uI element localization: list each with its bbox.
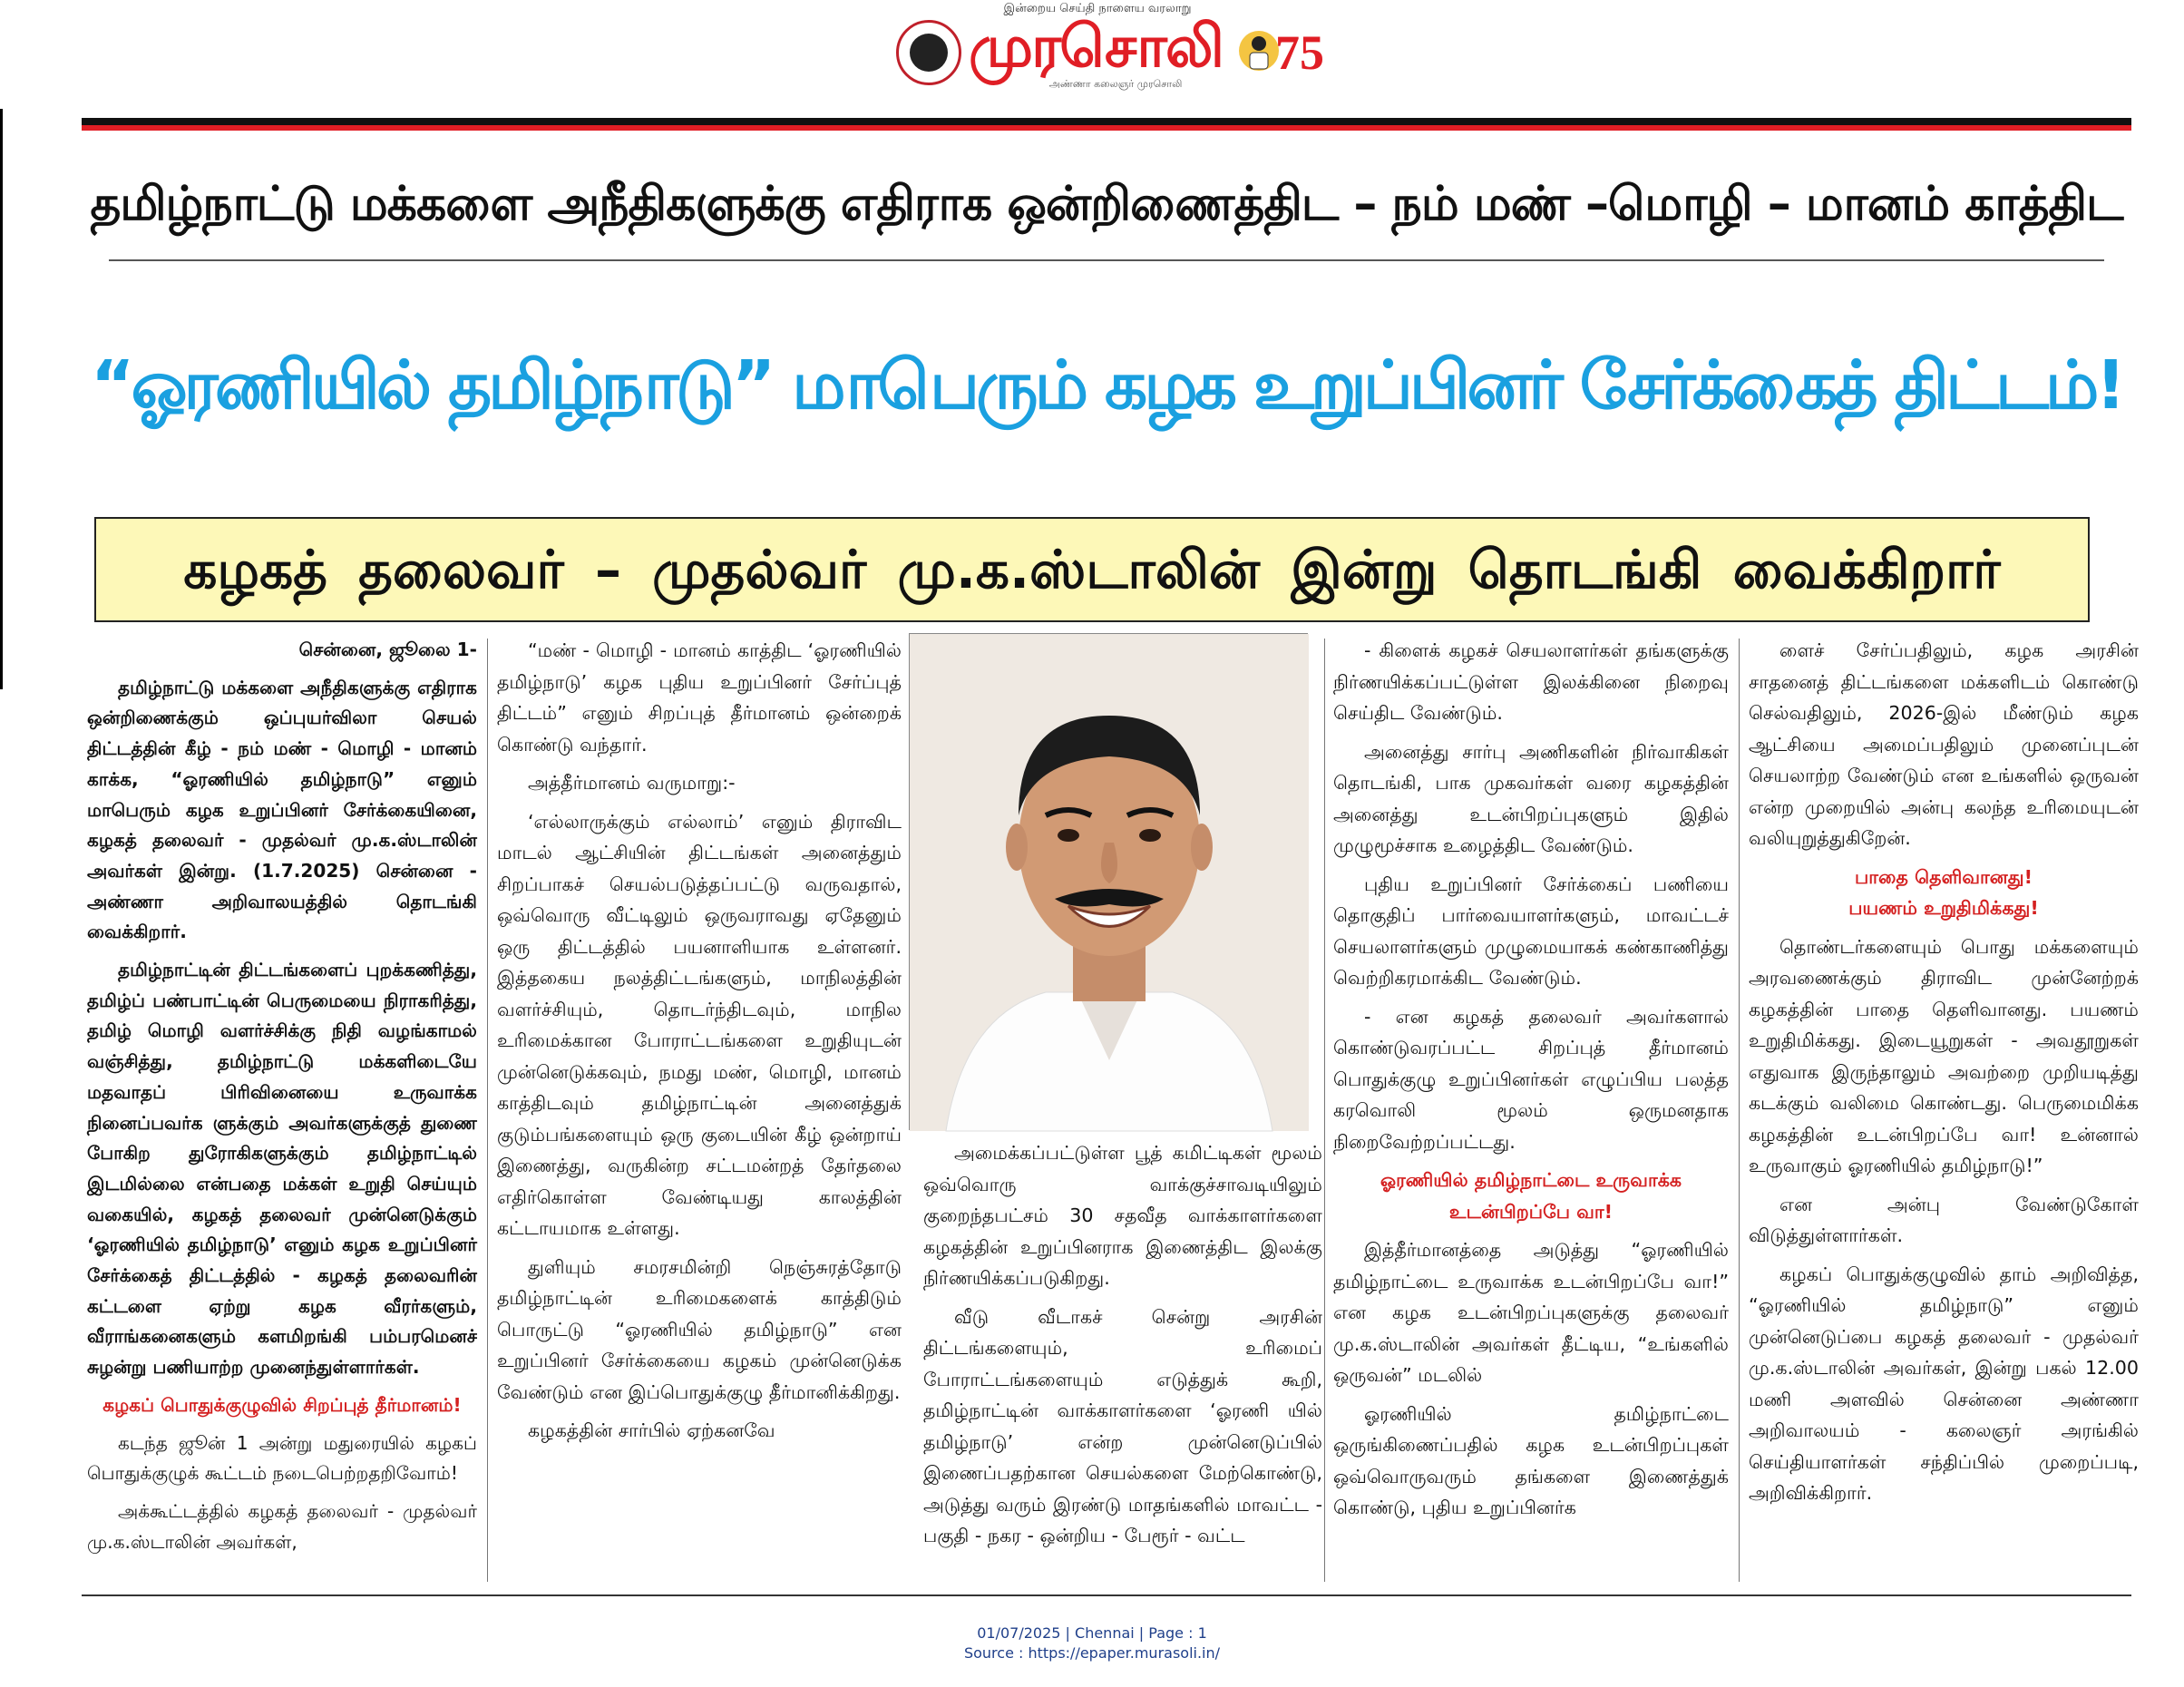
section-heading: பயணம் உறுதிமிக்கது! <box>1848 897 2039 919</box>
bottom-rule <box>82 1594 2131 1596</box>
article-paragraph: புதிய உறுப்பினர் சேர்க்கைப் பணியை தொகுதிப் பார்வையாளர்களும், மாவட்டச் செயலாளர்களும் முழுமையாகக் கண்காணித்து வெற்றிகரமாக்கிட வேண்டும். <box>1333 873 1729 989</box>
masthead-rule-red <box>82 125 2131 131</box>
article-paragraph: அக்கூட்டத்தில் கழகத் தலைவர் - முதல்வர் மு.க.ஸ்டாலின் அவர்கள், <box>87 1499 477 1553</box>
column-divider <box>1324 639 1325 1582</box>
kicker-underline <box>109 259 2104 261</box>
portrait-illustration <box>910 634 1309 1131</box>
masthead-rule-black <box>82 118 2131 125</box>
article-paragraph: ‘எல்லாருக்கும் எல்லாம்’ எனும் திராவிட மாடல் ஆட்சியின் திட்டங்கள் அனைத்தும் சிறப்பாகச் செயல்படுத்தப்பட்டு வருவதால், ஒவ்வொரு வீட்டிலும் ஒருவராவது ஏதேனும் ஒரு திட்டத்தில் பயனாளியாக உள்ளனர். இத்தகைய நலத்திட்டங்களும், மாநிலத்தின் வளர்ச்சியும், தொடர்ந்திடவும், மாநில உரிமைக்கான போராட்டங்களை உறுதியுடன் முன்னெடுக்கவும், நமது மண், மொழி, மானம் காத்திடவும் தமிழ்நாட்டின் அனைத்துக் குடும்பங்களையும் ஒரு குடையின் கீழ் ஒன்றாய் இணைத்து, வருகின்ற சட்டமன்றத் தேர்தலை எதிர்கொள்ள வேண்டியது காலத்தின் கட்டாயமாக உள்ளது. <box>497 810 902 1239</box>
section-heading: ஓரணியில் தமிழ்நாட்டை உருவாக்க உடன்பிறப்பே வா! <box>1380 1169 1682 1223</box>
article-paragraph: அமைக்கப்பட்டுள்ள பூத் கமிட்டிகள் மூலம் ஒவ்வொரு வாக்குச்சாவடியிலும் குறைந்தபட்சம் 30 சதவீத வாக்காளர்களை கழகத்தின் உறுப்பினராக இணைத்திட இலக்கு நிர்ணயிக்கப்படுகிறது. <box>923 1142 1322 1289</box>
masthead-subtitle: அண்ணா கலைஞர் முரசொலி <box>1048 78 1183 90</box>
article-paragraph: - என கழகத் தலைவர் அவர்களால் கொண்டுவரப்பட்ட சிறப்புத் தீர்மானம் பொதுக்குழு உறுப்பினர்கள் எழுப்பிய பலத்த கரவொலி மூலம் ஒருமனதாக நிறைவேற்றப்பட்டது. <box>1333 1005 1729 1153</box>
article-column-5 <box>1749 635 2139 1516</box>
dateline: சென்னை, ஜூலை 1- <box>298 639 477 660</box>
anniversary-75-emblem <box>1233 13 1324 85</box>
party-seal-icon <box>896 20 961 85</box>
page-footer <box>956 1624 1228 1663</box>
article-paragraph: வீடு வீடாகச் சென்று அரசின் திட்டங்களையும், உரிமைப் போராட்டங்களையும் எடுத்துக் கூறி, தமிழ்நாட்டின் வாக்காளர்களை ‘ஓரணி யில் தமிழ்நாடு’ என்ற முன்னெடுப்பில் இணைப்பதற்கான செயல்களை மேற்கொண்டு, அடுத்து வரும் இரண்டு மாதங்களில் மாவட்ட - பகுதி - நகர - ஒன்றிய - பேரூர் - வட்ட <box>923 1305 1322 1546</box>
portrait-photo <box>909 633 1308 1130</box>
article-paragraph: தமிழ்நாட்டு மக்களை அநீதிகளுக்கு எதிராக ஒன்றிணைக்கும் ஒப்புயர்விலா செயல் திட்டத்தின் கீழ் - நம் மண் - மொழி - மானம் காக்க, “ஓரணியில் தமிழ்நாடு” எனும் மாபெரும் கழக உறுப்பினர் சேர்க்கையினை, கழகத் தலைவர் - முதல்வர் மு.க.ஸ்டாலின் அவர்கள் இன்று. (1.7.2025) சென்னை - அண்ணா அறிவாலயத்தில் தொடங்கி வைக்கிறார். <box>87 676 477 943</box>
subhead: கழகத் தலைவர் – முதல்வர் மு.க.ஸ்டாலின் இன்று தொடங்கி வைக்கிறார் <box>183 539 2001 600</box>
masthead-logo: முரசொலி <box>969 14 1223 81</box>
anniversary-number: 75 <box>1275 25 1324 80</box>
article-paragraph: “மண் - மொழி - மானம் காத்திட ‘ஓரணியில் தமிழ்நாடு’ கழக புதிய உறுப்பினர் சேர்ப்புத் திட்டம்” எனும் சிறப்புத் தீர்மானம் ஒன்றைக் கொண்டு வந்தார். <box>497 639 902 756</box>
column-divider <box>1739 639 1740 1582</box>
article-column-3 <box>923 1137 1322 1559</box>
footer-source-link[interactable]: Source : https://epaper.murasoli.in/ <box>963 1644 1221 1662</box>
article-paragraph: அனைத்து சார்பு அணிகளின் நிர்வாகிகள் தொடங்கி, பாக முகவர்கள் வரை கழகத்தின் அனைத்து உடன்பிறப்புகளும் இதில் முழுமூச்சாக உழைத்திட வேண்டும். <box>1333 740 1729 856</box>
footer-date-page: 01/07/2025 | Chennai | Page : 1 <box>977 1624 1207 1642</box>
article-column-1 <box>87 635 477 1565</box>
article-paragraph: கடந்த ஜூன் 1 அன்று மதுரையில் கழகப் பொதுக்குழுக் கூட்டம் நடைபெற்றதறிவோம்! <box>87 1431 477 1485</box>
kicker-headline: தமிழ்நாட்டு மக்களை அநீதிகளுக்கு எதிராக ஒன்றிணைத்திட – நம் மண் –மொழி – மானம் காத்திட <box>90 177 2123 231</box>
section-heading: கழகப் பொதுக்குழுவில் சிறப்புத் தீர்மானம்! <box>102 1393 462 1416</box>
article-paragraph: தொண்டர்களையும் பொது மக்களையும் அரவணைக்கும் திராவிட முன்னேற்றக் கழகத்தின் பாதை தெளிவானது. பயணம் உறுதிமிக்கது. இடையூறுகள் - அவதூறுகள் எதுவாக இருந்தாலும் அவற்றை முறியடித்து கடக்கும் வலிமை கொண்டது. பெருமைமிக்க கழகத்தின் உடன்பிறப்பே வா! உன்னால் உருவாகும் ஓரணியில் தமிழ்நாடு!” <box>1749 935 2139 1176</box>
article-paragraph: ஓரணியில் தமிழ்நாட்டை ஒருங்கிணைப்பதில் கழக உடன்பிறப்புகள் ஒவ்வொருவரும் தங்களை இணைத்துக் கொண்டு, புதிய உறுப்பினர்க <box>1333 1402 1729 1518</box>
page-edge-line <box>0 109 3 689</box>
main-headline: “ஓரணியில் தமிழ்நாடு” மாபெரும் கழக உறுப்பினர் சேர்க்கைத் திட்டம்! <box>90 346 2123 424</box>
article-paragraph: கழகத்தின் சார்பில் ஏற்கனவே <box>528 1419 775 1441</box>
section-heading: பாதை தெளிவானது! <box>1854 865 2033 888</box>
article-paragraph: அத்தீர்மானம் வருமாறு:- <box>528 772 736 794</box>
article-paragraph: கழகப் பொதுக்குழுவில் தாம் அறிவித்த, “ஓரணியில் தமிழ்நாடு” எனும் முன்னெடுப்பை கழகத் தலைவர் - முதல்வர் மு.க.ஸ்டாலின் அவர்கள், இன்று பகல் 12.00 மணி அளவில் சென்னை அண்ணா அறிவாலயம் - கலைஞர் அரங்கில் செய்தியாளர்கள் சந்திப்பில் முறைப்படி, அறிவிக்கிறார். <box>1749 1263 2139 1504</box>
article-column-2 <box>497 635 902 1454</box>
article-paragraph: துளியும் சமரசமின்றி நெஞ்சுரத்தோடு தமிழ்நாட்டின் உரிமைகளைக் காத்திடும் பொருட்டு “ஓரணியில் தமிழ்நாடு” என உறுப்பினர் சேர்க்கையை கழகம் முன்னெடுக்க வேண்டும் என இப்பொதுக்குழு தீர்மானிக்கிறது. <box>497 1255 902 1403</box>
article-paragraph: என அன்பு வேண்டுகோள் விடுத்துள்ளார்கள். <box>1749 1193 2139 1246</box>
column-divider <box>487 639 488 1582</box>
article-paragraph: - கிளைக் கழகச் செயலாளர்கள் தங்களுக்கு நிர்ணயிக்கப்பட்டுள்ள இலக்கினை நிறைவு செய்திட வேண்டும். <box>1333 639 1729 724</box>
article-paragraph: தமிழ்நாட்டின் திட்டங்களைப் புறக்கணித்து, தமிழ்ப் பண்பாட்டின் பெருமையை நிராகரித்து, தமிழ் மொழி வளர்ச்சிக்கு நிதி வழங்காமல் வஞ்சித்து, தமிழ்நாட்டு மக்களிடையே மதவாதப் பிரிவினையை உருவாக்க நினைப்பவர்க ளுக்கும் அவர்களுக்குத் துணை போகிற துரோகிகளுக்கும் தமிழ்நாட்டில் இடமில்லை என்பதை மக்கள் உறுதி செய்யும் வகையில், கழகத் தலைவர் முன்னெடுக்கும் ‘ஓரணியில் தமிழ்நாடு’ எனும் கழக உறுப்பினர் சேர்க்கைத் திட்டத்தில் - கழகத் தலைவரின் கட்டளை ஏற்று கழக வீரர்களும், வீராங்கனைகளும் களமிறங்கி பம்பரமெனச் சுழன்று பணியாற்ற முனைந்துள்ளார்கள். <box>87 959 477 1379</box>
article-paragraph: ளைச் சேர்ப்பதிலும், கழக அரசின் சாதனைத் திட்டங்களை மக்களிடம் கொண்டு செல்வதிலும், 2026-இல் மீண்டும் கழக ஆட்சியை அமைப்பதிலும் முனைப்புடன் செயலாற்ற வேண்டும் என உங்களில் ஒருவன் என்ற முறையில் அன்பு கலந்த உரிமையுடன் வலியுறுத்துகிறேன். <box>1749 639 2139 849</box>
article-paragraph: இத்தீர்மானத்தை அடுத்து “ஓரணியில் தமிழ்நாட்டை உருவாக்க உடன்பிறப்பே வா!” என கழக உடன்பிறப்புகளுக்கு தலைவர் மு.க.ஸ்டாலின் அவர்கள் தீட்டிய, “உங்களில் ஒருவன்” மடலில் <box>1333 1239 1729 1386</box>
article-column-4 <box>1333 635 1729 1531</box>
masthead-tagline: இன்றைய செய்தி நாளைய வரலாறு <box>1003 2 1192 15</box>
